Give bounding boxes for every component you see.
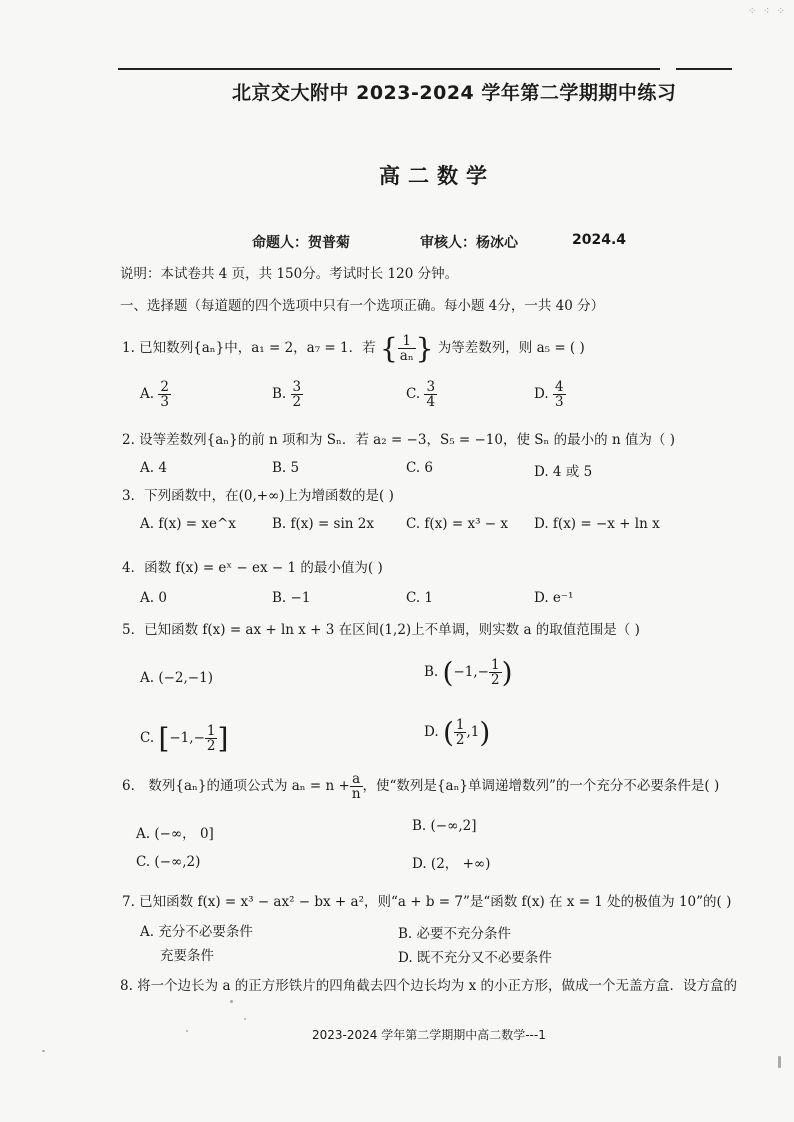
q6-option-b: B. (−∞,2] xyxy=(412,818,477,834)
question-2-stem: 2. 设等差数列{aₙ}的前 n 项和为 Sₙ．若 a₂ = −3，S₅ = −10，使 Sₙ 的最小的 n 值为（ ) xyxy=(122,432,675,448)
exam-date: 2024.4 xyxy=(572,232,627,248)
section-heading: 一、选择题（每道题的四个选项中只有一个选项正确。每小题 4分，一共 40 分） xyxy=(120,298,605,314)
setter-name: 命题人：贺普菊 xyxy=(252,235,350,251)
q7-option-a: A. 充分不必要条件 xyxy=(140,924,253,940)
q4-option-c: C. 1 xyxy=(406,590,434,606)
question-1-stem xyxy=(122,332,585,365)
top-rule-left xyxy=(118,68,660,70)
q3-option-d: D. f(x) = −x + ln x xyxy=(534,516,660,532)
question-6-stem xyxy=(122,772,719,801)
q1-option-b: B. $\frac{3}{2}$ xyxy=(272,379,302,411)
q6-option-d: D. (2， +∞) xyxy=(412,856,491,872)
q5-option-a: A. (−2,−1) xyxy=(140,670,213,686)
instructions: 说明：本试卷共 4 页，共 150分。考试时长 120 分钟。 xyxy=(120,266,459,282)
scan-speck xyxy=(244,1018,246,1020)
q5-option-c: C. [−1,− $\frac{1}{2}$ ] xyxy=(140,722,229,755)
question-7-stem: 7. 已知函数 f(x) = x³ − ax² − bx + a²，则“a + b = 7”是“函数 f(x) 在 x = 1 处的极值为 10”的( ) xyxy=(122,894,732,910)
exam-title: 北京交大附中 2023-2024 学年第二学期期中练习 xyxy=(232,82,677,104)
scan-speck xyxy=(230,1000,233,1003)
q3-option-b: B. f(x) = sin 2x xyxy=(272,516,374,532)
q2-option-a: A. 4 xyxy=(140,460,167,476)
q2-option-d: D. 4 或 5 xyxy=(534,464,593,480)
q6-fraction: $\frac{a}{n}$ xyxy=(351,771,361,803)
brace-left: { xyxy=(379,332,398,365)
q6-option-a: A. (−∞， 0] xyxy=(136,826,214,842)
q4-option-a: A. 0 xyxy=(140,590,167,606)
q2-option-c: C. 6 xyxy=(406,460,434,476)
q1-option-a: A. $\frac{2}{3}$ xyxy=(140,379,169,411)
q5-option-b: B. (−1,− $\frac{1}{2}$ ) xyxy=(424,656,513,689)
subject-title: 高二数学 xyxy=(379,164,495,188)
reviewer-name: 审核人：杨冰心 xyxy=(420,235,518,251)
q4-option-b: B. −1 xyxy=(272,590,311,606)
q7-option-d: D. 既不充分又不必要条件 xyxy=(398,950,552,966)
q4-option-d: D. e⁻¹ xyxy=(534,590,574,606)
q6-option-c: C. (−∞,2) xyxy=(136,854,201,870)
question-8-stem: 8. 将一个边长为 a 的正方形铁片的四角截去四个边长均为 x 的小正方形，做成一个无盖方盒．设方盒的 xyxy=(120,978,737,994)
q7-option-b: B. 必要不充分条件 xyxy=(398,926,512,942)
scan-corner-mark: ⁘ ⁖ ⁘ xyxy=(748,6,787,17)
q6-stem-part-a: 6． 数列{aₙ}的通项公式为 aₙ = n + xyxy=(122,778,350,795)
q1-stem-part-a: 1. 已知数列{aₙ}中，a₁ = 2，a₇ = 1．若 xyxy=(122,340,376,356)
page-footer: 2023-2024 学年第二学期期中高二数学---1 xyxy=(312,1028,546,1042)
top-rule-right xyxy=(676,68,732,70)
q1-reciprocal-fraction: $\frac{1}{\text{aₙ}}$ xyxy=(399,332,414,364)
scan-speck xyxy=(778,1056,781,1068)
q3-option-a: A. f(x) = xe^x xyxy=(140,516,236,532)
question-5-stem: 5．已知函数 f(x) = ax + ln x + 3 在区间(1,2)上不单调，则实数 a 的取值范围是（ ) xyxy=(122,622,640,638)
q1-option-c: C. $\frac{3}{4}$ xyxy=(406,379,436,411)
brace-right: } xyxy=(415,332,434,365)
q1-option-d: D. $\frac{4}{3}$ xyxy=(534,379,564,411)
q7-option-c-fragment: 充要条件 xyxy=(160,948,214,964)
q6-stem-part-b: ，使“数列是{aₙ}单调递增数列”的一个充分不必要条件是( ) xyxy=(362,778,720,795)
q1-stem-part-b: 为等差数列，则 a₅ = ( ) xyxy=(437,340,585,356)
scan-speck xyxy=(186,1030,188,1032)
scan-speck xyxy=(42,1050,45,1052)
q2-option-b: B. 5 xyxy=(272,460,300,476)
question-3-stem: 3．下列函数中，在(0,+∞)上为增函数的是( ) xyxy=(122,488,394,504)
q3-option-c: C. f(x) = x³ − x xyxy=(406,516,509,532)
question-4-stem: 4．函数 f(x) = eˣ − ex − 1 的最小值为( ) xyxy=(122,560,383,576)
q5-option-d: D. ( $\frac{1}{2}$ ,1) xyxy=(424,716,491,749)
